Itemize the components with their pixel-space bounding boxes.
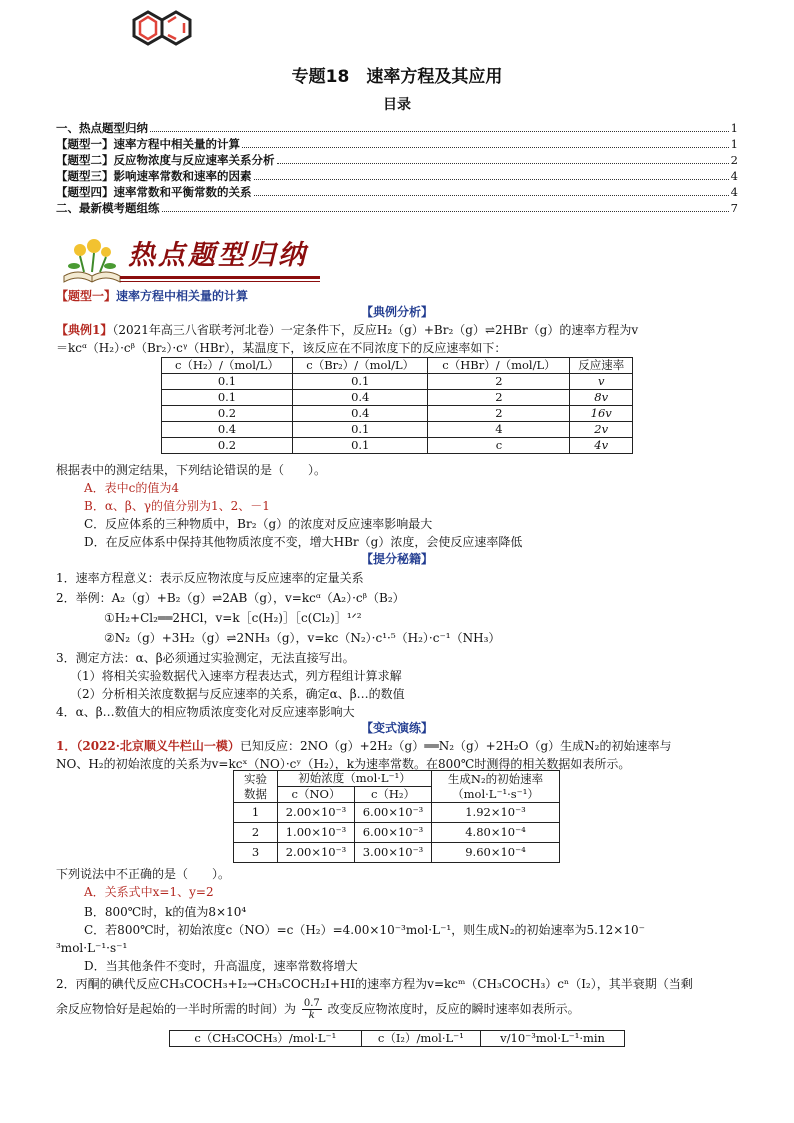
table-row: 2 1.00×10⁻³ 6.00×10⁻³ 4.80×10⁻⁴ (234, 823, 560, 843)
tip-line: 1．速率方程意义：表示反应物浓度与反应速率的定量关系 (56, 571, 364, 585)
tip-line: （1）将相关实验数据代入速率方程表达式，列方程组计算求解 (70, 669, 402, 683)
toc-item[interactable]: 一、热点题型归纳 1 (56, 121, 738, 135)
question-stem: 下列说法中不正确的是（ ）。 (56, 867, 231, 881)
iodination-rate-table (169, 1030, 625, 1047)
table-row: 0.2 0.1 c 4v (162, 438, 633, 454)
table-header-row: c（CH₃COCH₃）/mol·L⁻¹ c（I₂）/mol·L⁻¹ v/10⁻³mol·L⁻¹·min (170, 1031, 625, 1047)
example-line: ＝kcᵅ（H₂）·cᵝ（Br₂）·cᵞ（HBr），某温度下，该反应在不同浓度下的反应速率如下： (56, 341, 507, 355)
option-a: A．关系式中x=1、y=2 (84, 885, 214, 899)
question-stem: 根据表中的测定结果，下列结论错误的是（ ）。 (56, 463, 327, 477)
option-b: B．α、β、γ的值分别为1、2、－1 (84, 499, 270, 513)
toc-item[interactable]: 【题型三】影响速率常数和速率的因素 4 (56, 169, 738, 183)
tip-line: ②N₂（g）+3H₂（g）⇌2NH₃（g），v=kc（N₂）·c¹·⁵（H₂）·c⁻¹（NH₃） (104, 631, 501, 645)
example-line: 【典例1】（2021年高三八省联考河北卷）一定条件下，反应H₂（g）+Br₂（g）⇌2HBr（g）的速率方程为v (56, 323, 639, 337)
table-header-row: 实验 数据 初始浓度（mol·L⁻¹） 生成N₂的初始速率（mol·L⁻¹·s⁻¹） (234, 771, 560, 787)
section-banner (60, 236, 320, 286)
book-flower-icon (60, 236, 124, 286)
table-row: 3 2.00×10⁻³ 3.00×10⁻³ 9.60×10⁻⁴ (234, 843, 560, 863)
option-b: B．800℃时，k的值为8×10⁴ (84, 905, 247, 919)
toc-heading: 目录 (383, 97, 411, 113)
table-header-row: c（NO） c（H₂） (234, 787, 560, 803)
toc-item[interactable]: 【题型一】速率方程中相关量的计算 1 (56, 137, 738, 151)
practice-heading: 【变式演练】 (360, 721, 433, 735)
question-line: 2．丙酮的碘代反应CH₃COCH₃+I₂→CH₃COCH₂I+HI的速率方程为v=kcᵐ（CH₃COCH₃）cⁿ（I₂），其半衰期（当剩 (56, 977, 693, 991)
option-c: C．若800℃时，初始浓度c（NO）=c（H₂）=4.00×10⁻³mol·L⁻¹，则生成N₂的初始速率为5.12×10⁻ (84, 923, 645, 937)
tip-line: ①H₂+Cl₂══2HCl，v=k［c(H₂)］［c(Cl₂)］¹ᐟ² (104, 611, 362, 625)
toc-item[interactable]: 二、最新模考题组练 7 (56, 201, 738, 215)
banner-title: 热点题型归纳 (128, 240, 308, 271)
tip-line: 2．举例：A₂（g）+B₂（g）⇌2AB（g），v=kcᵅ（A₂）·cᵝ（B₂） (56, 591, 405, 605)
option-a: A．表中c的值为4 (84, 481, 180, 495)
table-row: 0.4 0.1 4 2v (162, 422, 633, 438)
tip-line: 3．测定方法：α、β必须通过实验测定，无法直接写出。 (56, 651, 355, 665)
naphthalene-logo-icon (124, 2, 194, 58)
table-of-contents (56, 120, 738, 216)
page-title: 专题18 速率方程及其应用 (291, 67, 503, 87)
question-line: 1．（2022·北京顺义牛栏山一模）已知反应：2NO（g）+2H₂（g）══N₂（g）+2H₂O（g）生成N₂的初始速率与 (56, 739, 672, 753)
toc-item[interactable]: 【题型二】反应物浓度与反应速率关系分析 2 (56, 153, 738, 167)
tip-line: 4．α、β…数值大的相应物质浓度变化对反应速率影响大 (56, 705, 355, 719)
toc-item[interactable]: 【题型四】速率常数和平衡常数的关系 4 (56, 185, 738, 199)
question-line: 余反应物恰好是起始的一半时所需的时间）为 $\frac{0.7}{k}$ 改变反应物浓度时，反应的瞬时速率如表所示。 (56, 998, 580, 1021)
table-row: 0.1 0.4 2 8v (162, 390, 633, 406)
table-row: 0.1 0.1 2 v (162, 374, 633, 390)
rate-data-table (161, 357, 633, 454)
option-d: D．当其他条件不变时，升高温度，速率常数将增大 (84, 959, 358, 973)
table-row: 1 2.00×10⁻³ 6.00×10⁻³ 1.92×10⁻³ (234, 803, 560, 823)
example-heading: 【典例分析】 (360, 305, 433, 319)
table-header-row: c（H₂）/（mol/L） c（Br₂）/（mol/L） c（HBr）/（mol/L） 反应速率 (162, 358, 633, 374)
initial-rate-table (233, 770, 560, 863)
option-c: C．反应体系的三种物质中，Br₂（g）的浓度对反应速率影响最大 (84, 517, 433, 531)
option-c-cont: ³mol·L⁻¹·s⁻¹ (56, 941, 128, 955)
table-row: 0.2 0.4 2 16v (162, 406, 633, 422)
question-line: NO、H₂的初始浓度的关系为v=kcˣ（NO）·cʸ（H₂），k为速率常数。在800℃时测得的相关数据如表所示。 (56, 757, 631, 771)
fraction: $\frac{0.7}{k}$ (303, 998, 320, 1021)
tip-line: （2）分析相关浓度数据与反应速率的关系，确定α、β…的数值 (70, 687, 405, 701)
option-d: D．在反应体系中保持其他物质浓度不变，增大HBr（g）浓度，会使反应速率降低 (84, 535, 523, 549)
section-heading: 【题型一】速率方程中相关量的计算 (56, 289, 249, 303)
tips-heading: 【提分秘籍】 (360, 552, 433, 566)
